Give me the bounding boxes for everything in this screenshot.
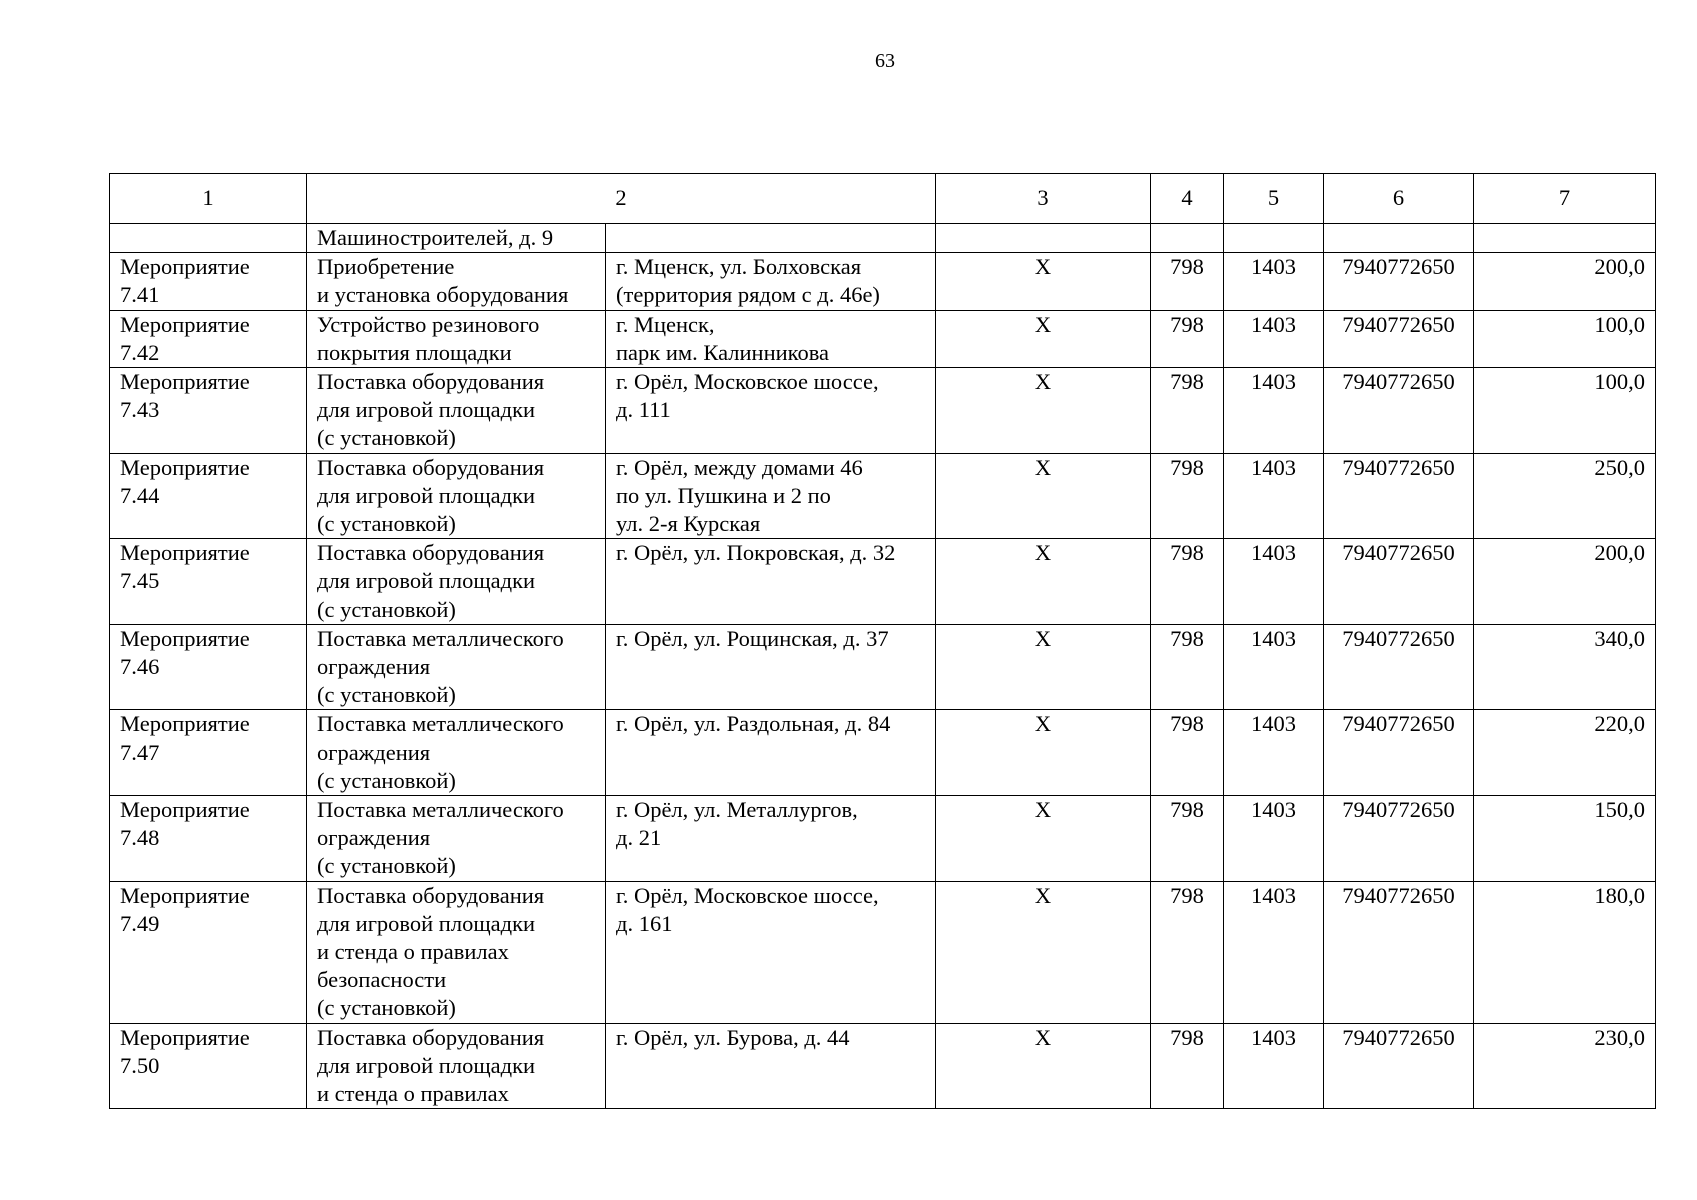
cell-col5: 1403 [1224, 539, 1324, 625]
cell-event: Мероприятие 7.42 [110, 310, 307, 367]
header-col-1: 1 [110, 174, 307, 224]
continuation-row [110, 224, 1656, 253]
cell-name: Поставка оборудования для игровой площадки (с установкой) [307, 368, 606, 454]
cell-address: г. Орёл, ул. Металлургов, д. 21 [606, 796, 936, 882]
cell-col3: Х [936, 1023, 1151, 1109]
cell-col5: 1403 [1224, 710, 1324, 796]
cell-address: г. Мценск, ул. Болховская (территория рядом с д. 46е) [606, 253, 936, 310]
cell-name: Поставка металлического ограждения (с установкой) [307, 710, 606, 796]
cell-address: г. Орёл, ул. Бурова, д. 44 [606, 1023, 936, 1109]
budget-table [109, 173, 1656, 1109]
page-number: 63 [875, 50, 895, 72]
cell-name: Поставка металлического ограждения (с установкой) [307, 624, 606, 710]
table-row [110, 796, 1656, 882]
cell-col6: 7940772650 [1324, 310, 1474, 367]
cell-address: г. Мценск, парк им. Калинникова [606, 310, 936, 367]
table-row [110, 1023, 1656, 1109]
cell-col5: 1403 [1224, 796, 1324, 882]
header-col-3: 3 [936, 174, 1151, 224]
cell-col3 [936, 224, 1151, 253]
cell-col4: 798 [1151, 368, 1224, 454]
cell-col4: 798 [1151, 1023, 1224, 1109]
cell-col5: 1403 [1224, 453, 1324, 539]
cell-col4: 798 [1151, 710, 1224, 796]
cell-col6 [1324, 224, 1474, 253]
cell-address: г. Орёл, Московское шоссе, д. 111 [606, 368, 936, 454]
table-row [110, 881, 1656, 1023]
cell-name: Поставка оборудования для игровой площадки (с установкой) [307, 453, 606, 539]
table-row [110, 624, 1656, 710]
cell-col3: Х [936, 796, 1151, 882]
cell-col3: Х [936, 310, 1151, 367]
cell-event: Мероприятие 7.48 [110, 796, 307, 882]
cell-col4: 798 [1151, 539, 1224, 625]
cell-col5: 1403 [1224, 310, 1324, 367]
cell-col6: 7940772650 [1324, 796, 1474, 882]
cell-event: Мероприятие 7.41 [110, 253, 307, 310]
cell-event: Мероприятие 7.44 [110, 453, 307, 539]
cell-amount: 100,0 [1474, 310, 1656, 367]
cell-amount: 230,0 [1474, 1023, 1656, 1109]
header-col-2: 2 [307, 174, 936, 224]
cell-col5 [1224, 224, 1324, 253]
cell-amount: 150,0 [1474, 796, 1656, 882]
cell-name: Поставка оборудования для игровой площадки (с установкой) [307, 539, 606, 625]
cell-col3: Х [936, 710, 1151, 796]
cell-event: Мероприятие 7.47 [110, 710, 307, 796]
cell-col3: Х [936, 453, 1151, 539]
cell-amount: 220,0 [1474, 710, 1656, 796]
cell-event: Мероприятие 7.49 [110, 881, 307, 1023]
cell-amount: 180,0 [1474, 881, 1656, 1023]
cell-event: Мероприятие 7.46 [110, 624, 307, 710]
header-col-6: 6 [1324, 174, 1474, 224]
cell-event: Мероприятие 7.43 [110, 368, 307, 454]
cell-col5: 1403 [1224, 1023, 1324, 1109]
cell-col5: 1403 [1224, 253, 1324, 310]
cell-col6: 7940772650 [1324, 453, 1474, 539]
table-row [110, 368, 1656, 454]
cell-col3: Х [936, 253, 1151, 310]
table-row [110, 710, 1656, 796]
cell-col6: 7940772650 [1324, 710, 1474, 796]
header-col-4: 4 [1151, 174, 1224, 224]
cell-amount: 200,0 [1474, 253, 1656, 310]
cell-name: Поставка металлического ограждения (с установкой) [307, 796, 606, 882]
cell-address: г. Орёл, ул. Раздольная, д. 84 [606, 710, 936, 796]
cell-col4: 798 [1151, 881, 1224, 1023]
cell-col4: 798 [1151, 796, 1224, 882]
cell-col5: 1403 [1224, 368, 1324, 454]
table-row [110, 539, 1656, 625]
cell-col6: 7940772650 [1324, 881, 1474, 1023]
cell-col4: 798 [1151, 310, 1224, 367]
header-col-5: 5 [1224, 174, 1324, 224]
cell-name: Приобретение и установка оборудования [307, 253, 606, 310]
cell-name: Поставка оборудования для игровой площадки и стенда о правилах безопасности (с установкой) [307, 881, 606, 1023]
cell-amount: 100,0 [1474, 368, 1656, 454]
cell-event: Мероприятие 7.45 [110, 539, 307, 625]
cell-col4: 798 [1151, 624, 1224, 710]
table-row [110, 310, 1656, 367]
cell-col6: 7940772650 [1324, 1023, 1474, 1109]
cell-col6: 7940772650 [1324, 624, 1474, 710]
cell-address: г. Орёл, ул. Рощинская, д. 37 [606, 624, 936, 710]
header-row [110, 174, 1656, 224]
cell-name: Поставка оборудования для игровой площадки и стенда о правилах [307, 1023, 606, 1109]
cell-col3: Х [936, 624, 1151, 710]
cell-address: г. Орёл, между домами 46 по ул. Пушкина и 2 по ул. 2-я Курская [606, 453, 936, 539]
cell-col4: 798 [1151, 253, 1224, 310]
cell-col6: 7940772650 [1324, 539, 1474, 625]
cell-address: г. Орёл, ул. Покровская, д. 32 [606, 539, 936, 625]
cell-address [606, 224, 936, 253]
cell-name: Машиностроителей, д. 9 [307, 224, 606, 253]
cell-col4 [1151, 224, 1224, 253]
cell-amount [1474, 224, 1656, 253]
cell-col6: 7940772650 [1324, 253, 1474, 310]
cell-col5: 1403 [1224, 881, 1324, 1023]
cell-col6: 7940772650 [1324, 368, 1474, 454]
cell-event [110, 224, 307, 253]
cell-col3: Х [936, 539, 1151, 625]
cell-col4: 798 [1151, 453, 1224, 539]
cell-name: Устройство резинового покрытия площадки [307, 310, 606, 367]
cell-amount: 200,0 [1474, 539, 1656, 625]
cell-amount: 250,0 [1474, 453, 1656, 539]
header-col-7: 7 [1474, 174, 1656, 224]
table-row [110, 453, 1656, 539]
cell-col5: 1403 [1224, 624, 1324, 710]
cell-col3: Х [936, 881, 1151, 1023]
cell-amount: 340,0 [1474, 624, 1656, 710]
cell-event: Мероприятие 7.50 [110, 1023, 307, 1109]
cell-col3: Х [936, 368, 1151, 454]
table-row [110, 253, 1656, 310]
cell-address: г. Орёл, Московское шоссе, д. 161 [606, 881, 936, 1023]
